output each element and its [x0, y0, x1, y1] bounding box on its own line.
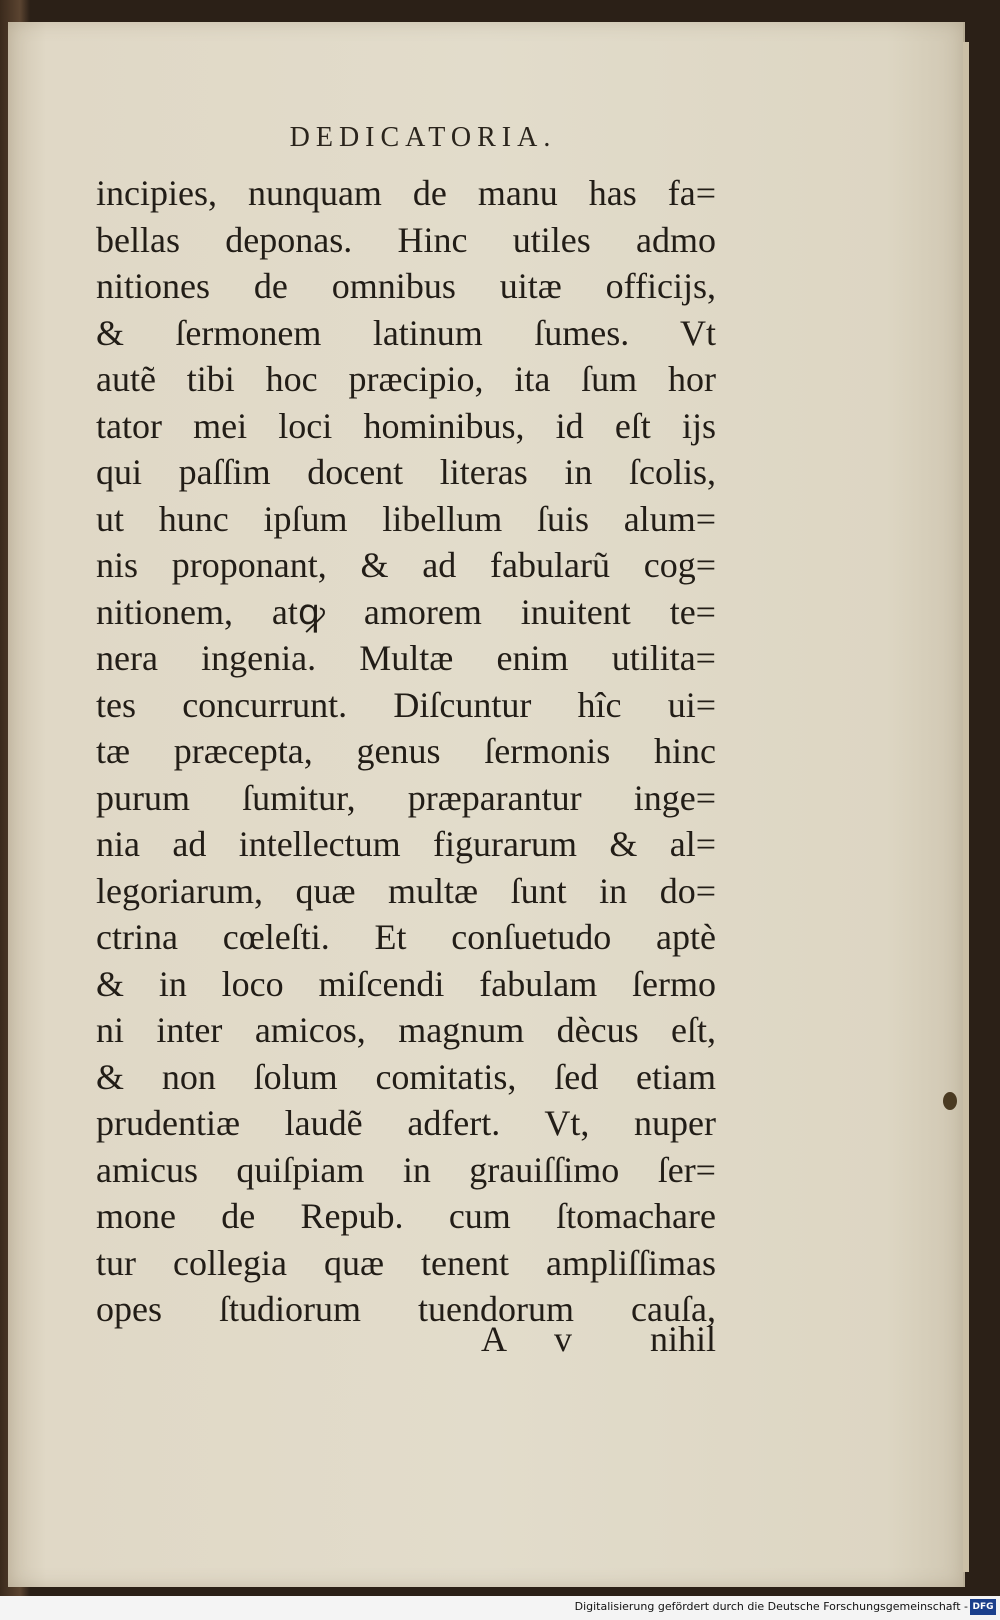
text-line: bellas deponas. Hinc utiles admo — [96, 219, 716, 260]
text-line: nitionem, atꝙ amorem inuitent te= — [96, 591, 716, 632]
running-head: DEDICATORIA. — [289, 122, 557, 153]
text-line: incipies, nunquam de manu has fa= — [96, 173, 716, 213]
text-block — [96, 170, 716, 1333]
text-line: & ſermonem latinum ſumes. Vt — [96, 312, 716, 353]
text-line: mone de Repub. cum ſtomachare — [96, 1196, 716, 1236]
text-line: qui paſſim docent literas in ſcolis, — [96, 452, 716, 492]
text-line: tur collegia quæ tenent ampliſſimas — [96, 1242, 716, 1283]
text-line: nera ingenia. Multæ enim utilita= — [96, 638, 716, 678]
text-line: ut hunc ipſum libellum ſuis alum= — [96, 498, 716, 539]
signature-mark: A v — [481, 1319, 593, 1359]
footer-bar — [0, 1596, 1000, 1620]
text-line: legoriarum, quæ multæ ſunt in do= — [96, 870, 716, 911]
text-line: nia ad intellectum figurarum & al= — [96, 824, 716, 864]
dfg-logo: DFG — [970, 1599, 996, 1615]
ink-stain — [943, 1092, 957, 1110]
text-line: amicus quiſpiam in grauiſſimo ſer= — [96, 1149, 716, 1190]
text-line: nis proponant, & ad fabularũ cog= — [96, 545, 716, 585]
text-line: autẽ tibi hoc præcipio, ita ſum hor — [96, 359, 716, 399]
text-line: tes concurrunt. Diſcuntur hîc ui= — [96, 684, 716, 725]
text-line: & in loco miſcendi fabulam ſermo — [96, 963, 716, 1004]
book-page — [8, 22, 965, 1587]
catch-row — [96, 1318, 716, 1364]
catchword: nihil — [649, 1319, 716, 1359]
text-line: tæ præcepta, genus ſermonis hinc — [96, 731, 716, 771]
text-line: purum ſumitur, præparantur inge= — [96, 777, 716, 818]
text-line: tator mei loci hominibus, id eſt ijs — [96, 405, 716, 446]
text-line: & non ſolum comitatis, ſed etiam — [96, 1056, 716, 1097]
footer-credit: Digitalisierung gefördert durch die Deutsche Forschungsgemeinschaft - — [574, 1600, 968, 1613]
text-line: ctrina cœleſti. Et conſuetudo aptè — [96, 917, 716, 957]
text-line: nitiones de omnibus uitæ officijs, — [96, 266, 716, 306]
text-line: prudentiæ laudẽ adfert. Vt, nuper — [96, 1103, 716, 1143]
text-line: opes ſtudiorum tuendorum cauſa, — [96, 1289, 716, 1329]
text-line: ni inter amicos, magnum dècus eſt, — [96, 1010, 716, 1050]
